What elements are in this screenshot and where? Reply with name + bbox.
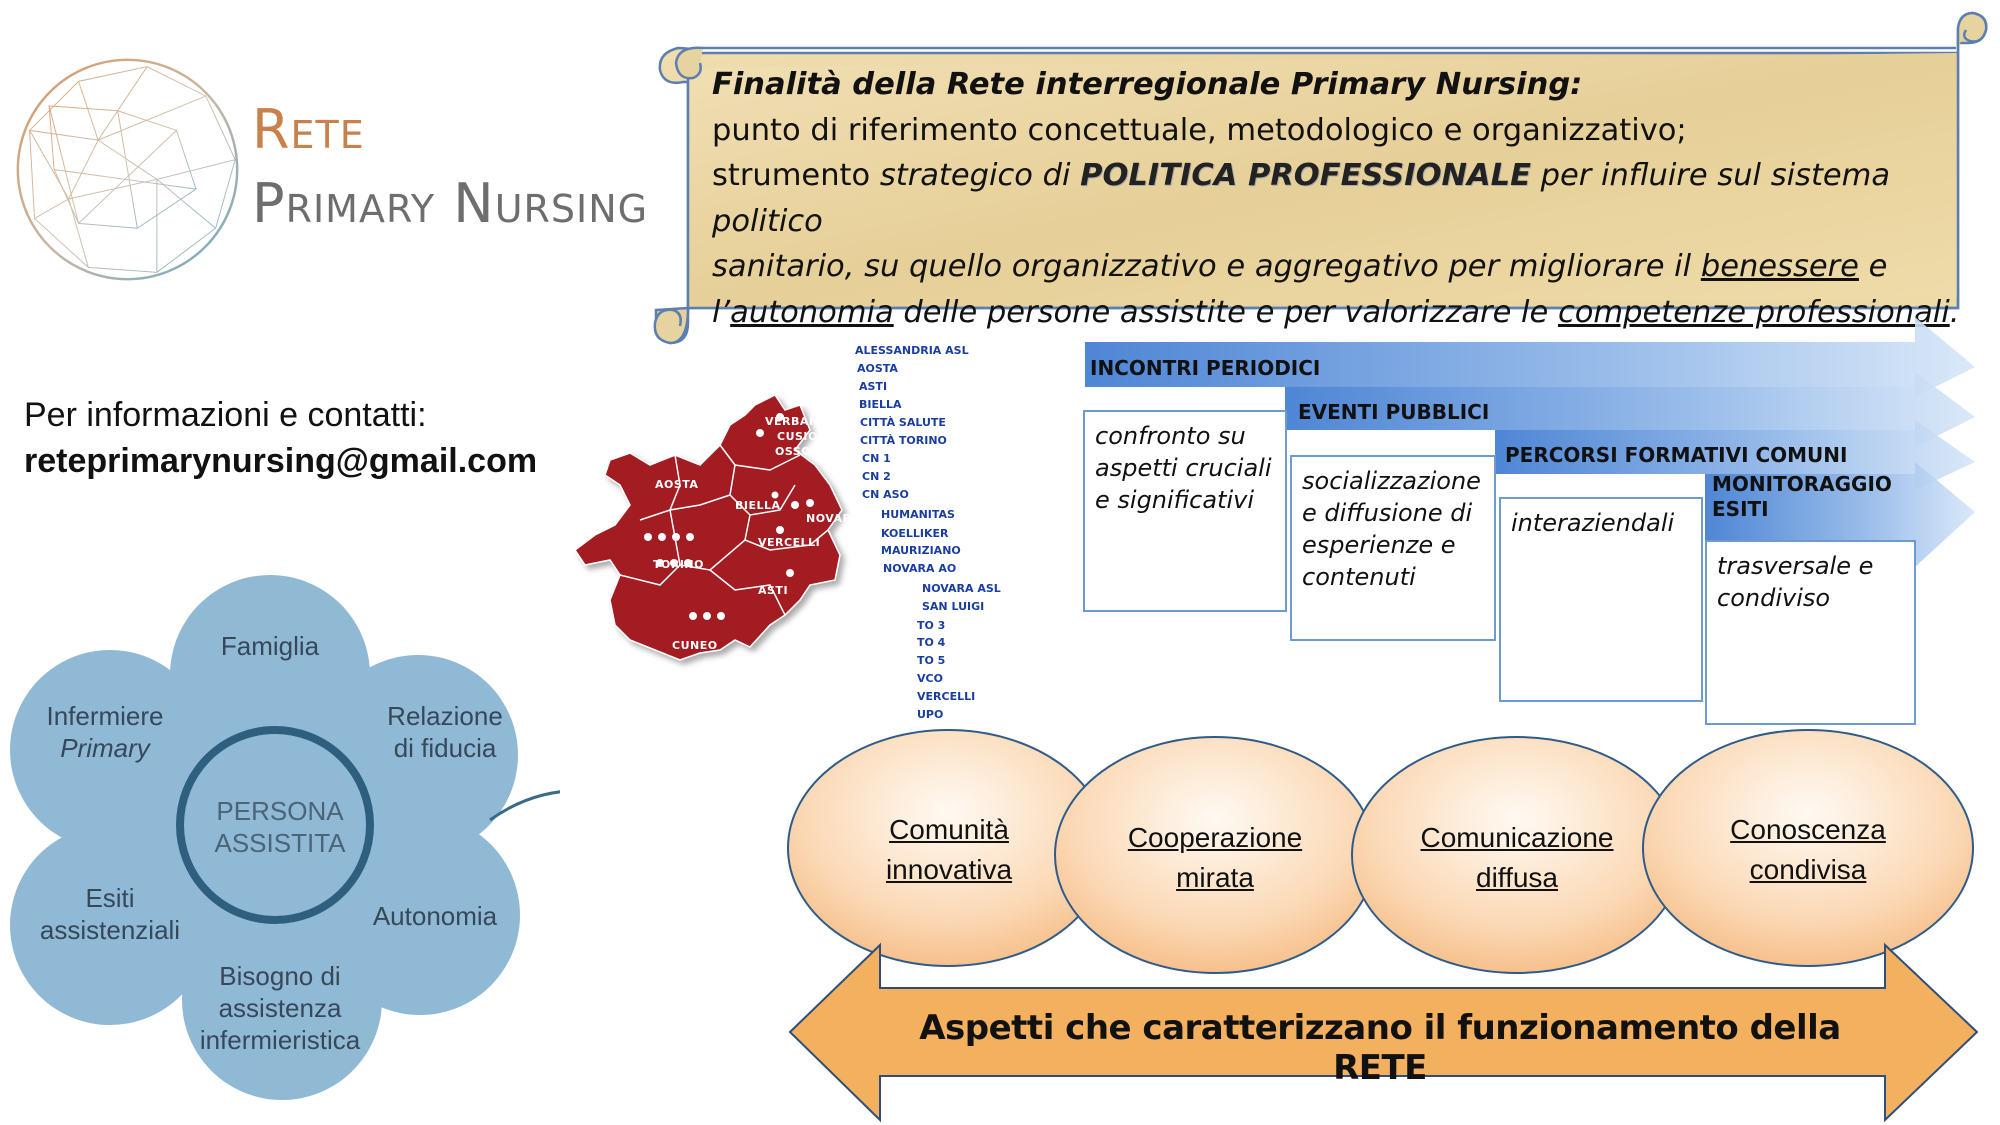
scroll-text [712,62,1962,335]
city-item: TO 3 [917,619,946,632]
logo-globe-icon [10,52,245,287]
map-label-alessandria: ALESSANDRIA [815,592,907,605]
scroll-title: Finalità della Rete interregionale Primary Nursing: [712,67,1583,102]
scroll-line-3: sanitario, su quello organizzativo e aggregativo per migliorare il benessere e [712,249,1888,284]
city-item: KOELLIKER [881,527,949,540]
city-item: AOSTA [857,362,898,375]
map-label-cuneo: CUNEO [672,639,718,652]
contacts-email[interactable]: reteprimarynursing@gmail.com [24,442,538,480]
activity-title-incontri: INCONTRI PERIODICI [1090,356,1321,380]
city-item: CITTÀ TORINO [860,434,947,447]
aspect-conoscenza: Conoscenza condivisa [1730,814,1886,885]
map-label-biella: BIELLA [735,499,781,512]
city-item: UPO [917,708,944,721]
city-item: MAURIZIANO [881,544,961,557]
activity-desc-incontri: confronto su aspetti cruciali e significativi [1083,410,1287,612]
aspect-cooperazione: Cooperazione mirata [1127,822,1303,893]
contacts-label: Per informazioni e contatti: [24,396,427,434]
city-item: NOVARA ASL [922,582,1001,595]
petal-label-famiglia: Famiglia [220,631,320,661]
city-item: CITTÀ SALUTE [860,416,946,429]
map-label-vco-1: VERBANO- [765,415,834,428]
map-label-novara: NOVARA [806,512,861,525]
city-item: CN 2 [862,470,891,483]
logo-title-primary-nursing: Primary Nursing [252,172,649,235]
map-label-aosta: AOSTA [655,478,699,491]
city-item: ASTI [859,380,888,393]
bottom-arrow-label: Aspetti che caratterizzano il funzionamento della RETE [919,1008,1841,1088]
activity-title-eventi: EVENTI PUBBLICI [1298,400,1490,424]
map-label-vco-2: CUSIO- [777,430,824,443]
petal-label-relazione: Relazione di fiducia [387,701,503,763]
city-item: BIELLA [859,398,902,411]
petal-label-infermiere: Infermiere Primary [46,701,164,763]
activity-desc-percorsi: interaziendali [1499,497,1703,702]
logo-title-rete: Rete [252,98,365,161]
city-item: CN 1 [862,452,891,465]
political-keyword: POLITICA PROFESSIONALE [1080,158,1531,193]
map-label-asti: ASTI [758,584,789,597]
activity-desc-monitoraggio: trasversale e condiviso [1705,540,1916,725]
city-item: SAN LUIGI [922,600,985,613]
center-label: PERSONA ASSISTITA [214,796,346,858]
city-item: VERCELLI [917,690,976,703]
map-label-torino: TORINO [653,558,704,571]
piedmont-map [570,385,900,705]
aspect-comunita: Comunità innovativa [885,814,1013,885]
city-item: NOVARA AO [883,562,957,575]
petal-label-bisogno: Bisogno di assistenza infermieristica [199,961,361,1055]
city-item: HUMANITAS [881,508,955,521]
city-item: TO 5 [917,654,946,667]
city-item: ALESSANDRIA ASL [855,344,969,357]
petal-label-esiti: Esiti assistenziali [39,883,181,945]
activity-desc-eventi: socializzazione e diffusione di esperienze e contenuti [1290,455,1496,641]
city-item: VCO [917,672,943,685]
map-label-vercelli: VERCELLI [758,536,821,549]
activity-title-monitoraggio: MONITORAGGIO ESITI [1712,472,1892,521]
aspect-comunicazione: Comunicazione diffusa [1420,822,1614,893]
contacts-block [24,392,537,484]
scroll-line-2: strumento strategico di POLITICA PROFESSIONALE per influire sul sistema politico [712,158,1891,239]
scroll-line-1: punto di riferimento concettuale, metodologico e organizzativo; [712,112,1687,148]
city-item: CN ASO [862,488,909,501]
city-item: TO 4 [917,636,946,649]
scroll-line-4: l’autonomia delle persone assistite e per valorizzare le competenze professionali. [712,294,1960,330]
petal-label-autonomia: Autonomia [372,901,498,931]
map-label-vco-3: OSSOLA [775,445,828,458]
activity-title-percorsi: PERCORSI FORMATIVI COMUNI [1505,443,1848,467]
